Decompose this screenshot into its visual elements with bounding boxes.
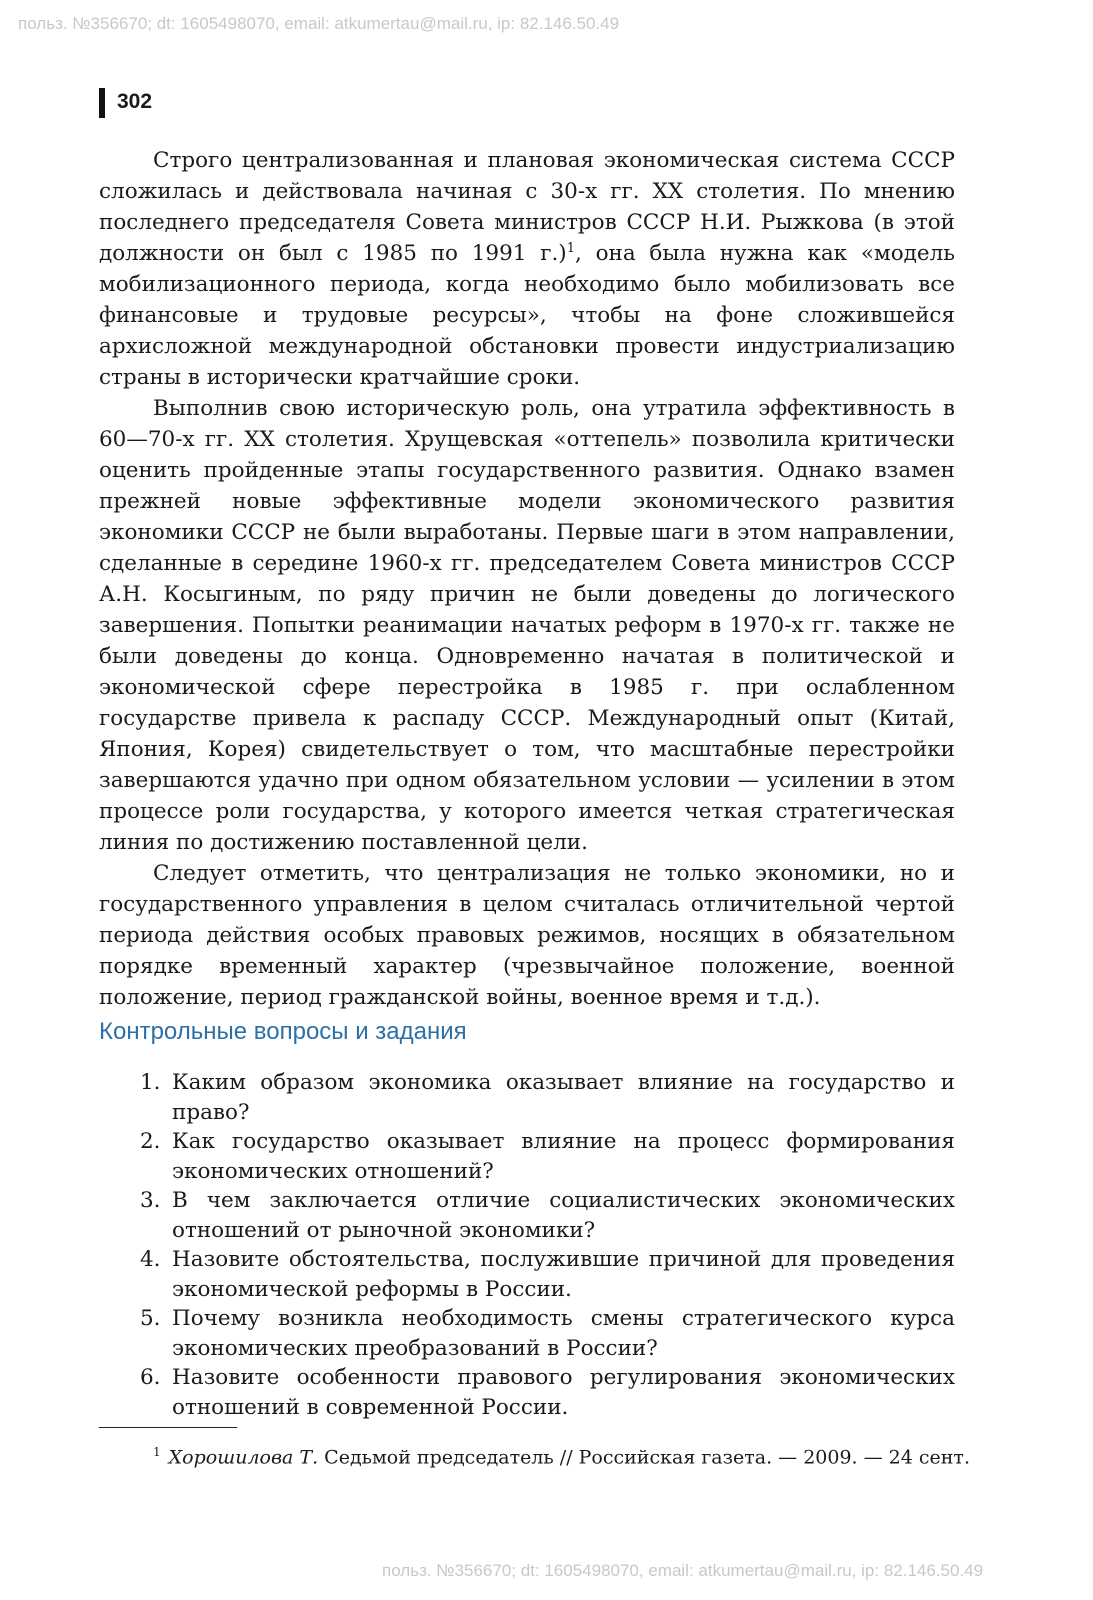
paragraph-2: Выполнив свою историческую роль, она утратила эффективность в 60—70-х гг. XX столетия. Хрущевская «оттепель» позволила критически оценить пройденные этапы государственного развития. Однако взамен прежней новые эффективные модели экономического развития экономики СССР не были выработаны. Первые шаги в этом направлении, сделанные в середине 1960-х гг. председателем Совета министров СССР А.Н. Косыгиным, по ряду причин не были доведены до логического завершения. Попытки реанимации начатых реформ в 1970-х гг. также не были доведены до конца. Одновременно начатая в политической и экономической сфере перестройка в 1985 г. при ослабленном государстве привела к распаду СССР. Международный опыт (Китай, Япония, Корея) свидетельствует о том, что масштабные перестройки завершаются удачно при одном обязательном условии — усилении в этом процессе роли государства, у которого имеется четкая стратегическая линия по достижению поставленной цели. xyxy=(99,396,955,855)
footnote-mark: 1 xyxy=(153,1445,161,1459)
question-number: 1. xyxy=(140,1070,161,1095)
question-item xyxy=(99,1186,955,1245)
paragraph-1-text-cont: , она была нужна как «модель мобилизационного периода, когда необходимо было мобилизовать все финансовые и трудовые ресурсы», чтобы на фоне сложившейся архисложной международной обстановки провести индустриализацию страны в исторически кратчайшие сроки. xyxy=(99,241,955,390)
paragraph-1-text: Строго централизованная и плановая экономическая система СССР сложилась и действовала начиная с 30-х гг. XX столетия. По мнению последнего председателя Совета министров СССР Н.И. Рыжкова (в этой должности он был с 1985 по 1991 г.) xyxy=(99,148,955,266)
section-heading: Контрольные вопросы и задания xyxy=(99,1018,467,1045)
question-item xyxy=(99,1127,955,1186)
question-number: 4. xyxy=(140,1247,161,1272)
question-text: Назовите особенности правового регулирования экономических отношений в современной России. xyxy=(172,1365,955,1420)
question-number: 3. xyxy=(140,1188,161,1213)
page-number: 302 xyxy=(99,88,152,118)
footnote xyxy=(153,1438,970,1471)
question-number: 5. xyxy=(140,1306,161,1331)
main-text xyxy=(99,145,955,1013)
question-number: 2. xyxy=(140,1129,161,1154)
footnote-text: Седьмой председатель // Российская газета. — 2009. — 24 сент. xyxy=(318,1446,970,1469)
question-text: Каким образом экономика оказывает влияние на государство и право? xyxy=(172,1070,955,1125)
questions-list xyxy=(99,1068,955,1422)
question-item xyxy=(99,1363,955,1422)
footnote-divider xyxy=(99,1427,237,1428)
footnote-author: Хорошилова Т. xyxy=(168,1446,319,1469)
watermark-top: польз. №356670; dt: 1605498070, email: atkumertau@mail.ru, ip: 82.146.50.49 xyxy=(18,14,620,33)
watermark-bottom: польз. №356670; dt: 1605498070, email: atkumertau@mail.ru, ip: 82.146.50.49 xyxy=(382,1561,984,1580)
question-item xyxy=(99,1245,955,1304)
question-text: Назовите обстоятельства, послужившие причиной для проведения экономической реформы в России. xyxy=(172,1247,955,1302)
question-text: Почему возникла необходимость смены стратегического курса экономических преобразований в России? xyxy=(172,1306,955,1361)
question-text: Как государство оказывает влияние на процесс формирования экономических отношений? xyxy=(172,1129,955,1184)
question-item xyxy=(99,1068,955,1127)
question-text: В чем заключается отличие социалистических экономических отношений от рыночной экономики? xyxy=(172,1188,955,1243)
paragraph-1 xyxy=(99,145,955,393)
footnote-ref[interactable]: 1 xyxy=(566,240,575,256)
question-number: 6. xyxy=(140,1365,161,1390)
paragraph-3: Следует отметить, что централизация не только экономики, но и государственного управления в целом считалась отличительной чертой периода действия особых правовых режимов, носящих в обязательном порядке временный характер (чрезвычайное положение, военной положение, период гражданской войны, военное время и т.д.). xyxy=(99,861,955,1010)
question-item xyxy=(99,1304,955,1363)
